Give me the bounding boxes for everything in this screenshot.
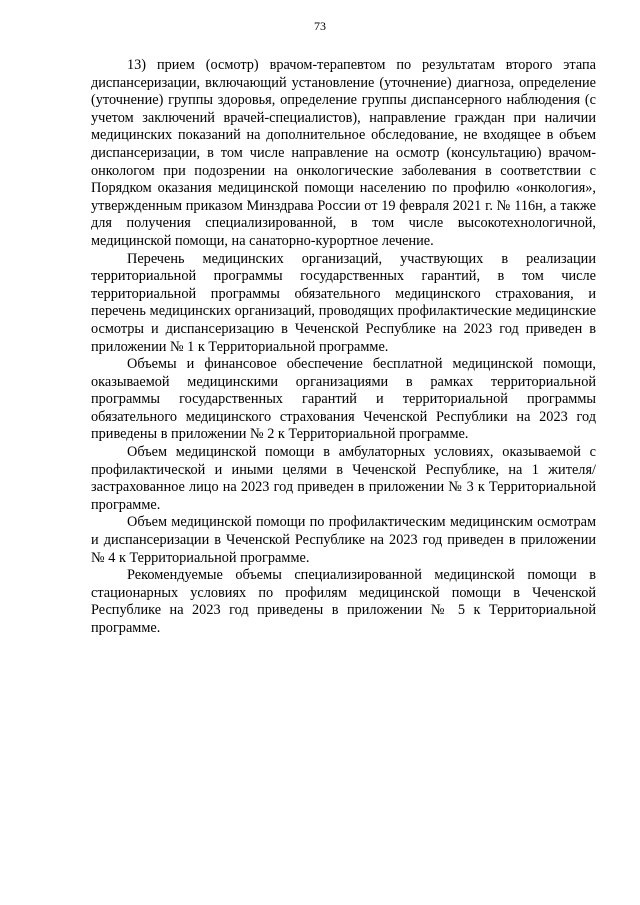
- document-body: [91, 57, 596, 638]
- paragraph-specialized-care-volume: Рекомендуемые объемы специализированной медицинской помощи в стационарных условиях по профилям медицинской помощи в Чеченской Республике на 2023 год приведены в приложении № 5 к Территориальной программе.: [91, 567, 596, 636]
- paragraph-preventive-exams-volume: Объем медицинской помощи по профилактическим медицинским осмотрам и диспансеризации в Чеченской Республике на 2023 год приведен в приложении № 4 к Территориальной программе.: [91, 514, 596, 566]
- paragraph-outpatient-volume: Объем медицинской помощи в амбулаторных условиях, оказываемой с профилактической и иными целями в Чеченской Республике, на 1 жителя/застрахованное лицо на 2023 год приведен в приложении № 3 к Территориальной программе.: [91, 444, 596, 513]
- paragraph-volumes-financing: Объемы и финансовое обеспечение бесплатной медицинской помощи, оказываемой медицинскими организациями в рамках территориальной программы государственных гарантий и территориальной программы обязательного медицинского страхования Чеченской Республики на 2023 год приведены в приложении № 2 к Территориальной программе.: [91, 356, 596, 443]
- page-number: 73: [314, 19, 326, 33]
- paragraph-organizations-list: Перечень медицинских организаций, участвующих в реализации территориальной программы государственных гарантий, в том числе территориальной программы обязательного медицинского страхования, и перечень медицинских организаций, проводящих профилактические медицинские осмотры и диспансеризацию в Чеченской Республике на 2023 год приведен в приложении № 1 к Территориальной программе.: [91, 250, 596, 355]
- paragraph-item-13: 13) прием (осмотр) врачом-терапевтом по результатам второго этапа диспансеризации, включающий установление (уточнение) диагноза, определение (уточнение) группы здоровья, определение группы диспансерного наблюдения (с учетом заключений врачей-специалистов), направление граждан при наличии медицинских показаний на дополнительное обследование, не входящее в объем диспансеризации, в том числе направление на осмотр (консультацию) врачом-онкологом при подозрении на онкологические заболевания в соответствии с Порядком оказания медицинской помощи населению по профилю «онкология», утвержденным приказом Минздрава России от 19 февраля 2021 г. № 116н, а также для получения специализированной, в том числе высокотехнологичной, медицинской помощи, на санаторно-курортное лечение.: [91, 57, 596, 249]
